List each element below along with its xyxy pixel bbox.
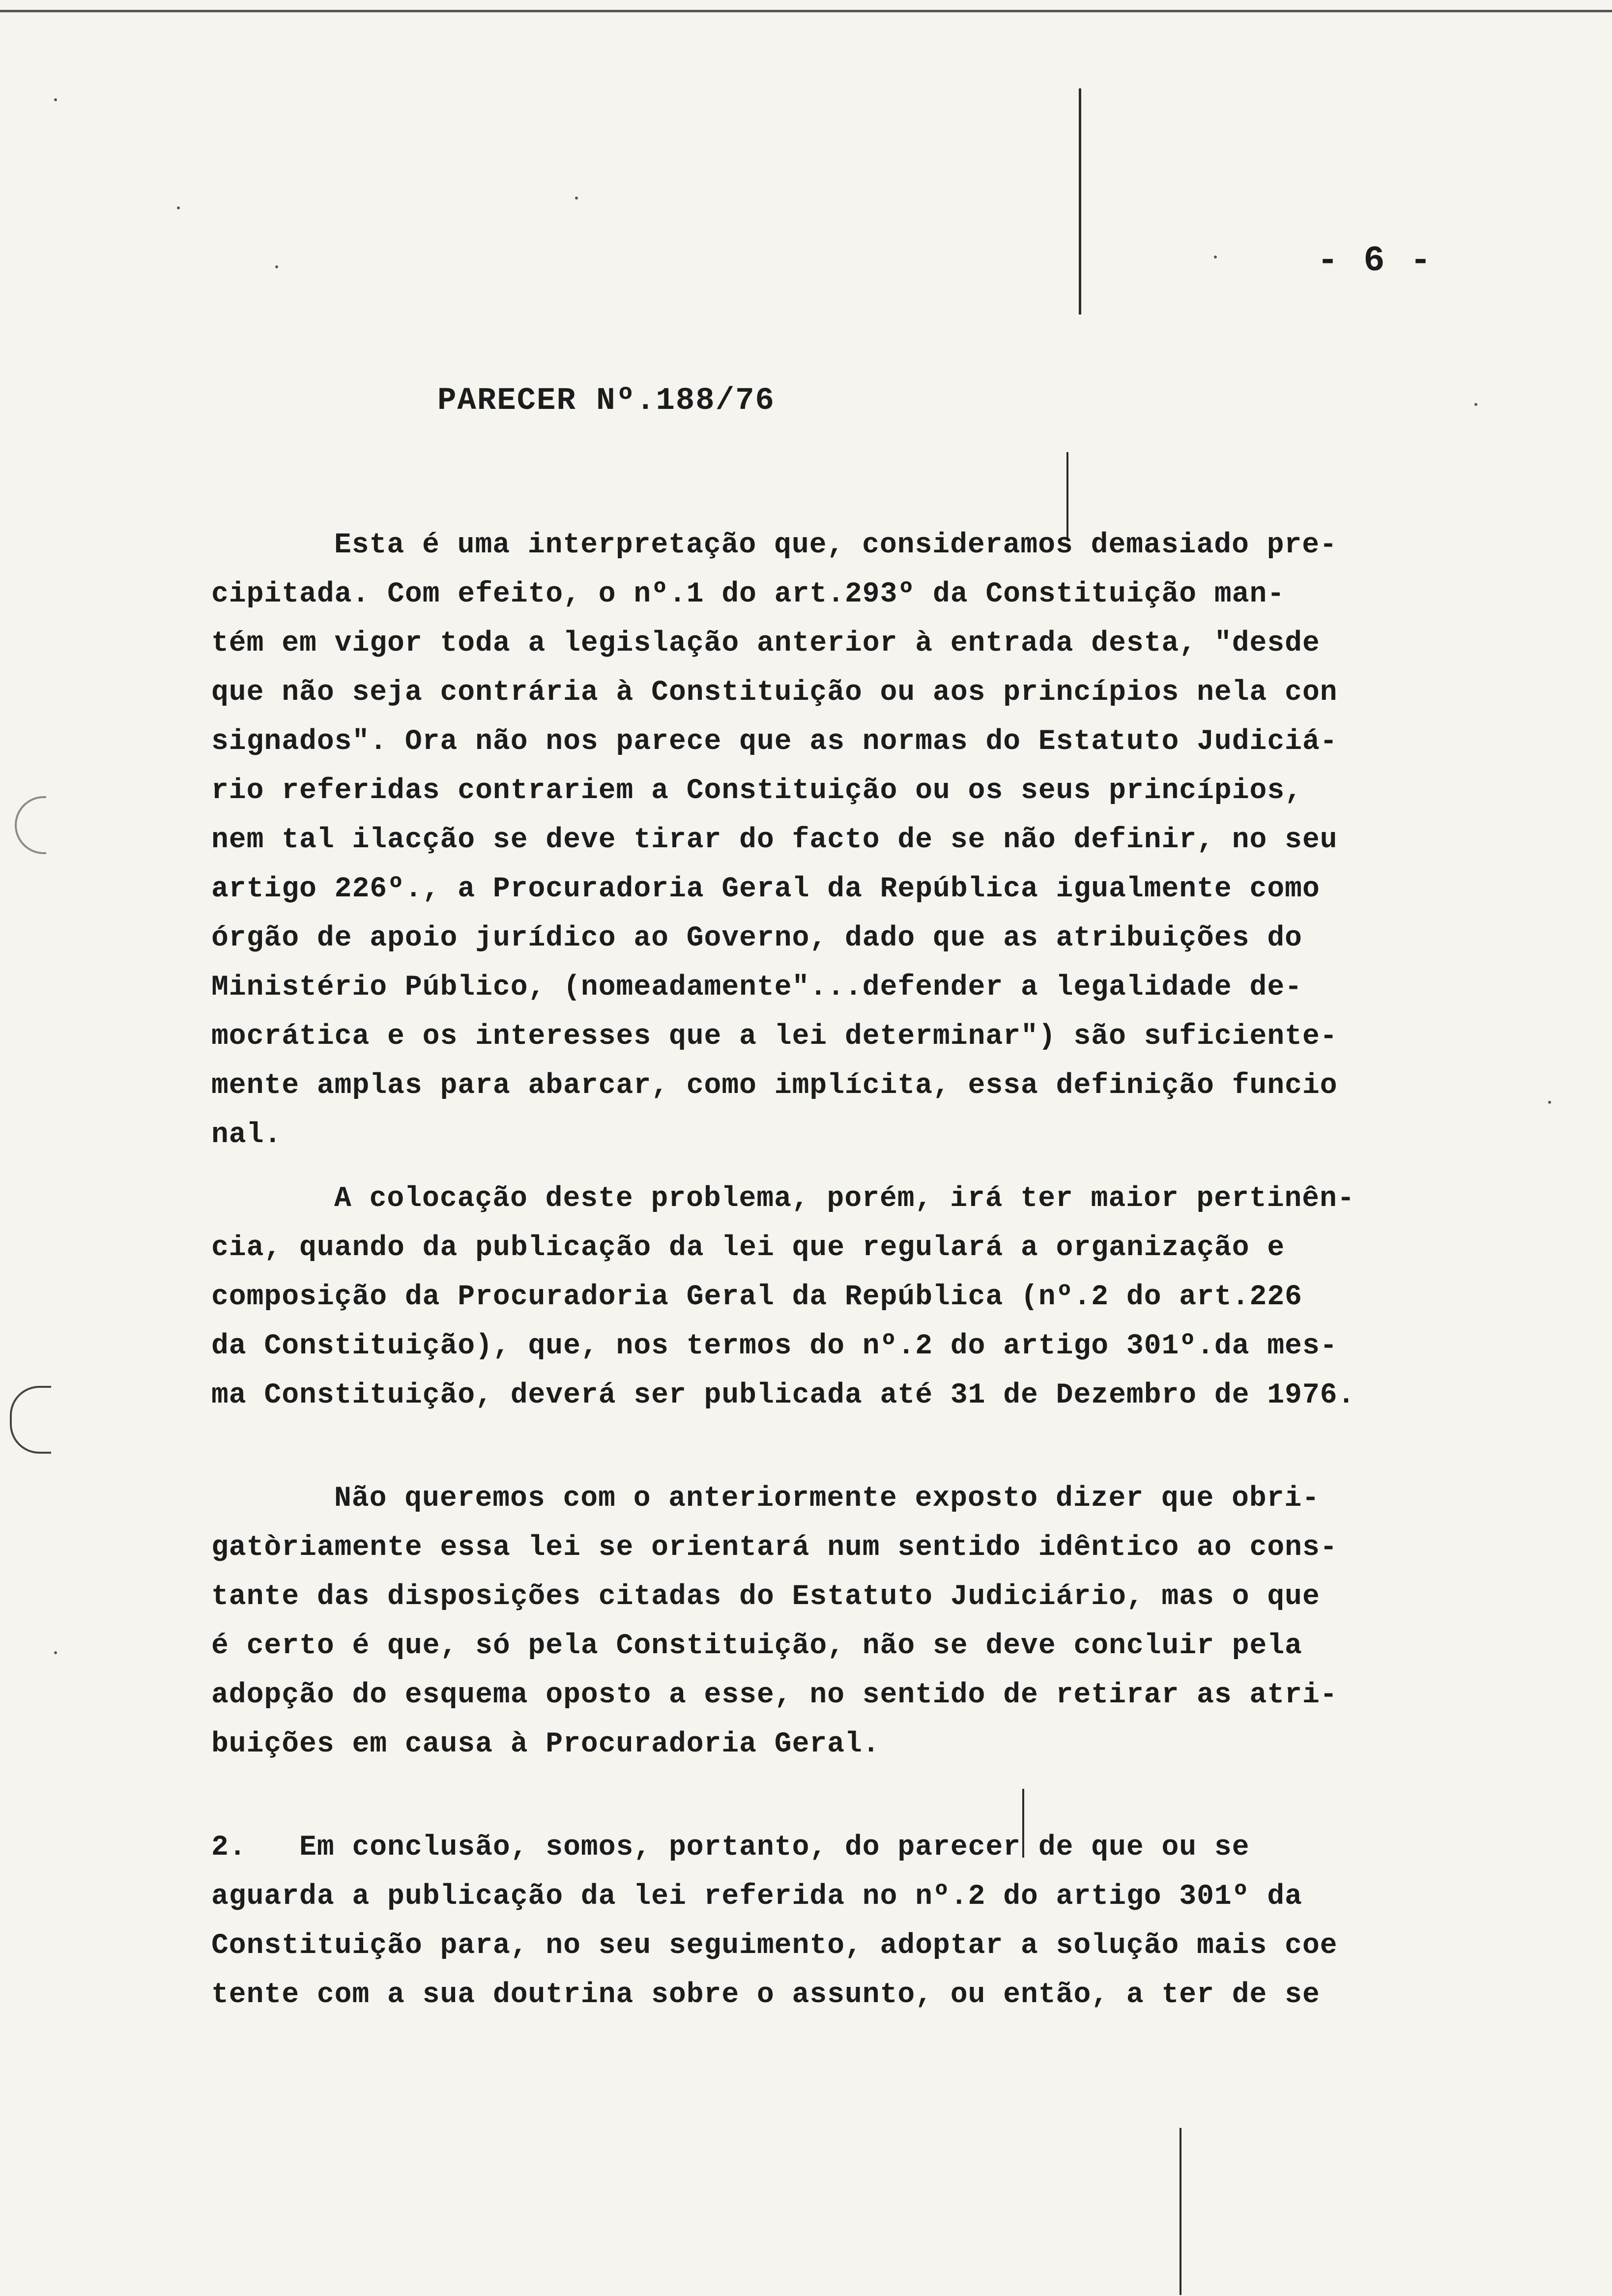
paragraph-4 [211, 1823, 1538, 2020]
scan-speck [54, 1651, 57, 1654]
text-line: órgão de apoio jurídico ao Governo, dado que as atribuições do [211, 922, 1302, 954]
top-border-line [0, 10, 1612, 12]
text-line: Ministério Público, (nomeadamente"...defender a legalidade de- [211, 972, 1302, 1004]
text-line: tém em vigor toda a legislação anterior à entrada desta, "desde [211, 628, 1320, 660]
text-line: aguarda a publicação da lei referida no nº.2 do artigo 301º da [211, 1881, 1302, 1913]
text-line: da Constituição), que, nos termos do nº.2 do artigo 301º.da mes- [211, 1330, 1338, 1362]
text-line: mente amplas para abarcar, como implícita, essa definição funcio [211, 1070, 1338, 1102]
text-line: gatòriamente essa lei se orientará num sentido idêntico ao cons- [211, 1532, 1338, 1564]
scan-speck [54, 98, 57, 101]
text-line: Não queremos com o anteriormente exposto dizer que obri- [334, 1483, 1320, 1515]
text-line: mocrática e os interesses que a lei determinar") são suficiente- [211, 1021, 1338, 1053]
page-number: - 6 - [1317, 241, 1434, 281]
text-line: é certo é que, só pela Constituição, não se deve concluir pela [211, 1630, 1302, 1662]
text-line: 2. Em conclusão, somos, portanto, do parecer de que ou se [211, 1832, 1250, 1864]
paragraph-1 [211, 521, 1538, 1160]
binding-hole-mark [10, 1386, 51, 1454]
text-line: adopção do esquema oposto a esse, no sentido de retirar as atri- [211, 1679, 1338, 1711]
scan-vertical-mark [1079, 88, 1081, 315]
scan-speck [275, 265, 278, 268]
text-line: artigo 226º., a Procuradoria Geral da República igualmente como [211, 873, 1320, 905]
text-line: cipitada. Com efeito, o nº.1 do art.293º da Constituição man- [211, 578, 1285, 610]
text-line: signados". Ora não nos parece que as normas do Estatuto Judiciá- [211, 726, 1338, 758]
scan-speck [1214, 256, 1217, 258]
text-line: rio referidas contrariem a Constituição ou os seus princípios, [211, 775, 1302, 807]
paragraph-3 [211, 1474, 1538, 1769]
text-line: ma Constituição, deverá ser publicada até 31 de Dezembro de 1976. [211, 1379, 1355, 1411]
scan-speck [1474, 403, 1477, 406]
text-line: Constituição para, no seu seguimento, adoptar a solução mais coe [211, 1930, 1338, 1962]
paragraph-2 [211, 1175, 1538, 1420]
scan-speck [575, 197, 578, 200]
text-line: nal. [211, 1119, 282, 1151]
text-line: que não seja contrária à Constituição ou aos princípios nela con [211, 677, 1338, 709]
document-body [211, 521, 1538, 2020]
text-line: cia, quando da publicação da lei que regulará a organização e [211, 1232, 1285, 1264]
text-line: Esta é uma interpretação que, consideramos demasiado pre- [334, 529, 1337, 561]
document-title: PARECER Nº.188/76 [437, 383, 775, 419]
scan-speck [177, 206, 180, 209]
binding-hole-mark [15, 796, 46, 854]
text-line: nem tal ilacção se deve tirar do facto de se não definir, no seu [211, 824, 1338, 856]
text-line: tente com a sua doutrina sobre o assunto, ou então, a ter de se [211, 1979, 1320, 2011]
text-line: A colocação deste problema, porém, irá ter maior pertinên- [334, 1183, 1355, 1215]
scan-speck [1548, 1101, 1551, 1104]
scan-vertical-mark [1180, 2128, 1181, 2295]
text-line: buições em causa à Procuradoria Geral. [211, 1728, 880, 1760]
text-line: composição da Procuradoria Geral da República (nº.2 do art.226 [211, 1281, 1302, 1313]
text-line: tante das disposições citadas do Estatuto Judiciário, mas o que [211, 1581, 1320, 1613]
